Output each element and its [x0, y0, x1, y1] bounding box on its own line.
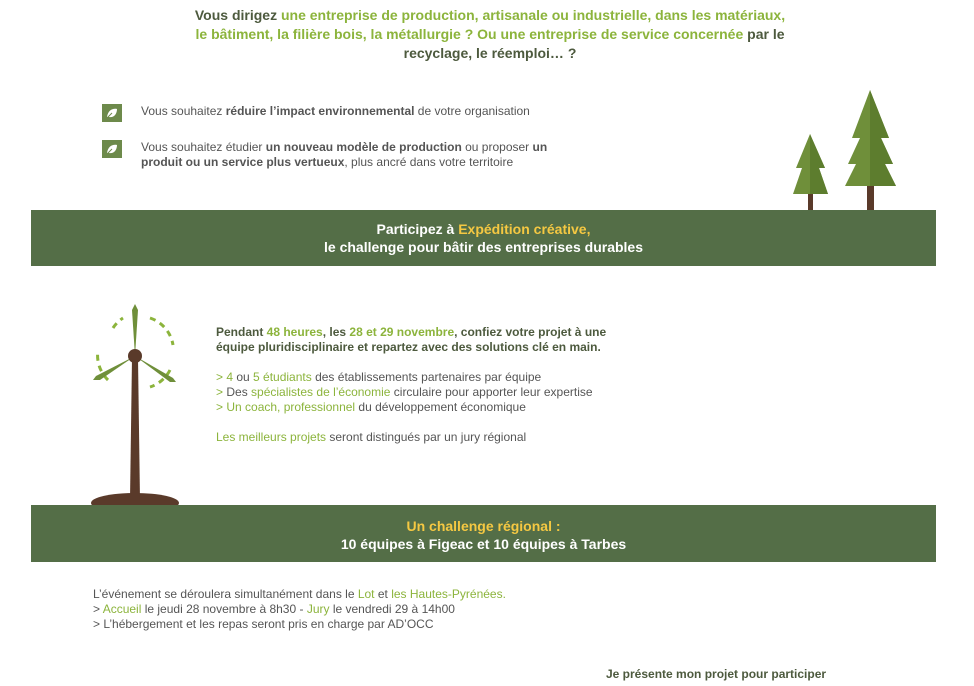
- intro-heading: [190, 6, 790, 63]
- trees-illustration: [790, 88, 910, 210]
- challenge-banner: Participez à Expédition créative, le challenge pour bâtir des entreprises durables: [31, 210, 936, 266]
- details-line: > Des spécialistes de l’économie circulaire pour apporter leur expertise: [216, 385, 593, 399]
- details-line: > 4 ou 5 étudiants des établissements partenaires par équipe: [216, 370, 542, 384]
- intro-part-3: par le recyclage, le réemploi… ?: [403, 26, 785, 61]
- details-line: Les meilleurs projets seront distingués par un jury régional: [216, 430, 527, 444]
- benefit-text: Vous souhaitez étudier un nouveau modèle de production ou proposer un produit ou un service plus vertueux, plus ancré dans votre territoire: [141, 140, 548, 169]
- challenge-subtitle: le challenge pour bâtir des entreprises durables: [324, 239, 643, 255]
- regional-banner: [31, 505, 936, 562]
- leaf-icon: [102, 104, 122, 122]
- challenge-details: [216, 325, 636, 445]
- details-line: > Un coach, professionnel du développement économique: [216, 400, 526, 414]
- event-name: Expédition créative,: [458, 221, 591, 237]
- event-line: > L’hébergement et les repas seront pris en charge par AD’OCC: [93, 617, 434, 631]
- event-info: [93, 587, 506, 632]
- regional-title: Un challenge régional :: [406, 518, 561, 534]
- leaf-icon: [102, 140, 122, 158]
- benefit-text: Vous souhaitez réduire l’impact environnemental de votre organisation: [141, 104, 530, 118]
- details-lead: Pendant 48 heures, les 28 et 29 novembre, confiez votre projet à une équipe pluridisciplinaire et repartez avec des solutions clé en main.: [216, 325, 607, 354]
- wind-turbine-illustration: [88, 300, 188, 505]
- event-line: > Accueil le jeudi 28 novembre à 8h30 - Jury le vendredi 29 à 14h00: [93, 602, 455, 616]
- participate-link[interactable]: Je présente mon projet pour participer: [606, 667, 827, 681]
- intro-part-2: une entreprise de production, artisanale ou industrielle, dans les matériaux, le bâtiment, la filière bois, la métallurgie ? Ou une entreprise de service concernée: [195, 7, 786, 42]
- event-line: L’événement se déroulera simultanément dans le Lot et les Hautes-Pyrénées.: [93, 587, 506, 601]
- regional-subtitle: 10 équipes à Figeac et 10 équipes à Tarbes: [340, 536, 627, 552]
- intro-part-1: Vous dirigez: [194, 7, 281, 23]
